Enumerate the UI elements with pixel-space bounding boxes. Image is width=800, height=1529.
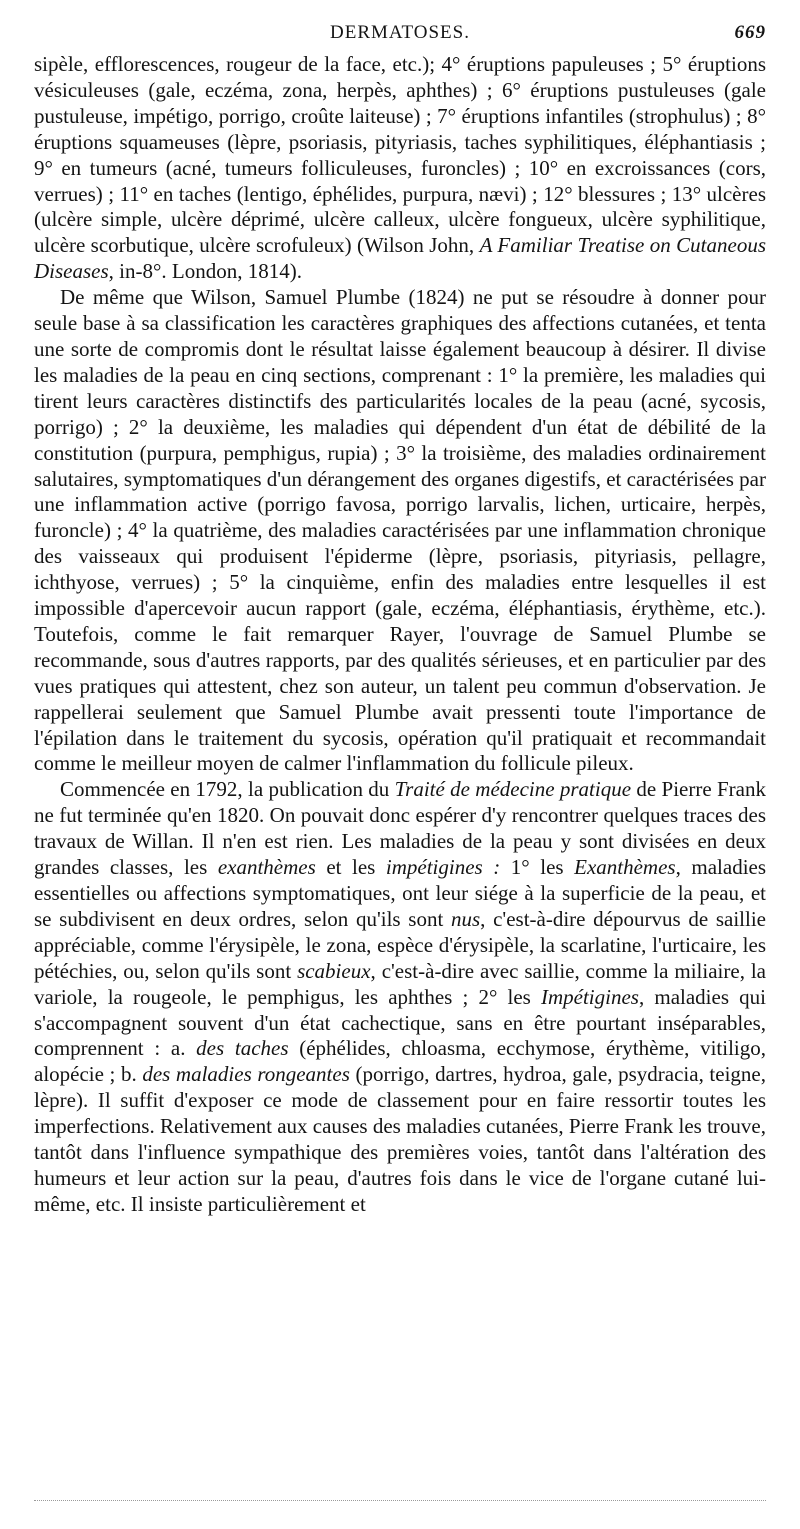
- italic-text: A Familiar Treatise on Cutaneous Diseases: [34, 233, 766, 284]
- text-run: Commencée en 1792, la publication du: [60, 777, 395, 802]
- paragraph: [34, 285, 766, 777]
- italic-text: des taches: [196, 1036, 289, 1061]
- text-run: , c'est-à-dire avec saillie, comme la miliaire, la variole, la rougeole, le pemphigus, les aphthes ; 2° les: [34, 958, 766, 1009]
- text-run: , in-8°. London, 1814).: [108, 259, 302, 284]
- italic-text: nus: [450, 906, 481, 931]
- text-run: , maladies essentielles ou affections symptomatiques, ont leur siége à la superficie de la peau, et se subdivisent en deux ordres, selon qu'ils sont: [34, 855, 767, 931]
- running-title: DERMATOSES.: [330, 22, 470, 43]
- paragraph: [34, 777, 766, 1217]
- text-run: (éphélides, chloasma, ecchymose, érythème, vitiligo, alopécie ; b.: [34, 1036, 766, 1087]
- body-text: [34, 52, 766, 1218]
- italic-text: Exanthèmes: [574, 855, 676, 880]
- footer-rule: [34, 1500, 766, 1501]
- italic-text: des maladies rongeantes: [142, 1062, 350, 1087]
- text-run: De même que Wilson, Samuel Plumbe (1824) ne put se résoudre à donner pour seule base à sa classification les caractères graphiques des affections cutanées, et tenta une sorte de compromis dont le résultat laisse également beaucoup à désirer. Il divise les maladies de la peau en cinq sections, comprenant : 1° la première, les maladies qui tirent leurs caractères distinctifs des particularités locales de la peau (acné, sycosis, porrigo) ; 2° la deuxième, les maladies qui dépendent d'un état de débilité de la constitution (purpura, pemphigus, rupia) ; 3° la troisième, des maladies ordinairement salutaires, symptomatiques d'un dérangement des organes digestifs, et caractérisées par une inflammation active (porrigo favosa, porrigo larvalis, lichen, urticaire, herpès, furoncle) ; 4° la quatrième, des maladies caractérisées par une inflammation chronique des vaisseaux qui produisent l'épiderme (lèpre, psoriasis, pityriasis, pellagre, ichthyose, verrues) ; 5° la cinquième, enfin des maladies entre lesquelles il est impossible d'apercevoir aucun rapport (gale, eczéma, éléphantiasis, érythème, etc.). Toutefois, comme le fait remarquer Rayer, l'ouvrage de Samuel Plumbe se recommande, sous d'autres rapports, par des qualités sérieuses, et en particulier par des vues pratiques qui attestent, chez son auteur, un talent peu commun d'observation. Je rappellerai seulement que Samuel Plumbe avait pressenti toute l'importance de l'épilation dans le traitement du sycosis, opération qu'il pratiquait et recommandait comme le meilleur moyen de calmer l'inflammation du follicule pileux.: [34, 285, 766, 776]
- page-number: 669: [734, 22, 766, 43]
- italic-text: Traité de médecine pratique: [394, 777, 632, 802]
- italic-text: impétigines :: [385, 855, 501, 880]
- document-page: [34, 22, 766, 1218]
- text-run: et les: [315, 855, 386, 880]
- text-run: 1° les: [500, 855, 575, 880]
- italic-text: Impétigines: [540, 984, 639, 1009]
- italic-text: exanthèmes: [217, 855, 316, 880]
- paragraph: [34, 52, 766, 285]
- text-run: (porrigo, dartres, hydroa, gale, psydracia, teigne, lèpre). Il suffit d'exposer ce mode de classement pour en faire ressortir toutes les imperfections. Relativement aux causes des maladies cutanées, Pierre Frank les trouve, tantôt dans l'influence sympathique des premières voies, tantôt dans l'altération des humeurs et leur action sur la peau, d'autres fois dans le vice de l'organe cutané lui-même, etc. Il insiste particulièrement et: [34, 1062, 766, 1216]
- text-run: , maladies qui s'accompagnent souvent d'un état cachectique, sans en être pourtant inséparables, comprennent : a.: [34, 984, 766, 1061]
- text-run: de Pierre Frank ne fut terminée qu'en 1820. On pouvait donc espérer d'y rencontrer quelques traces des travaux de Willan. Il n'en est rien. Les maladies de la peau y sont divisées en deux grandes classes, les: [34, 777, 766, 880]
- text-run: , c'est-à-dire dépourvus de saillie appréciable, comme l'érysipèle, le zona, espèce d'érysipèle, la scarlatine, l'urticaire, les pétéchies, ou, selon qu'ils sont: [34, 906, 766, 983]
- italic-text: scabieux: [297, 958, 371, 983]
- running-head: [34, 22, 766, 52]
- text-run: sipèle, efflorescences, rougeur de la face, etc.); 4° éruptions papuleuses ; 5° éruptions vésiculeuses (gale, eczéma, zona, herpès, aphthes) ; 6° éruptions pustuleuses (gale pustuleuse, impétigo, porrigo, croûte laiteuse) ; 7° éruptions infantiles (strophulus) ; 8° éruptions squameuses (lèpre, psoriasis, pityriasis, taches syphilitiques, éléphantiasis ; 9° en tumeurs (acné, tumeurs folliculeuses, furoncles) ; 10° en excroissances (cors, verrues) ; 11° en taches (lentigo, éphélides, purpura, nævi) ; 12° blessures ; 13° ulcères (ulcère simple, ulcère déprimé, ulcère calleux, ulcère fongueux, ulcère syphilitique, ulcère scorbutique, ulcère scrofuleux) (Wilson John,: [34, 52, 766, 258]
